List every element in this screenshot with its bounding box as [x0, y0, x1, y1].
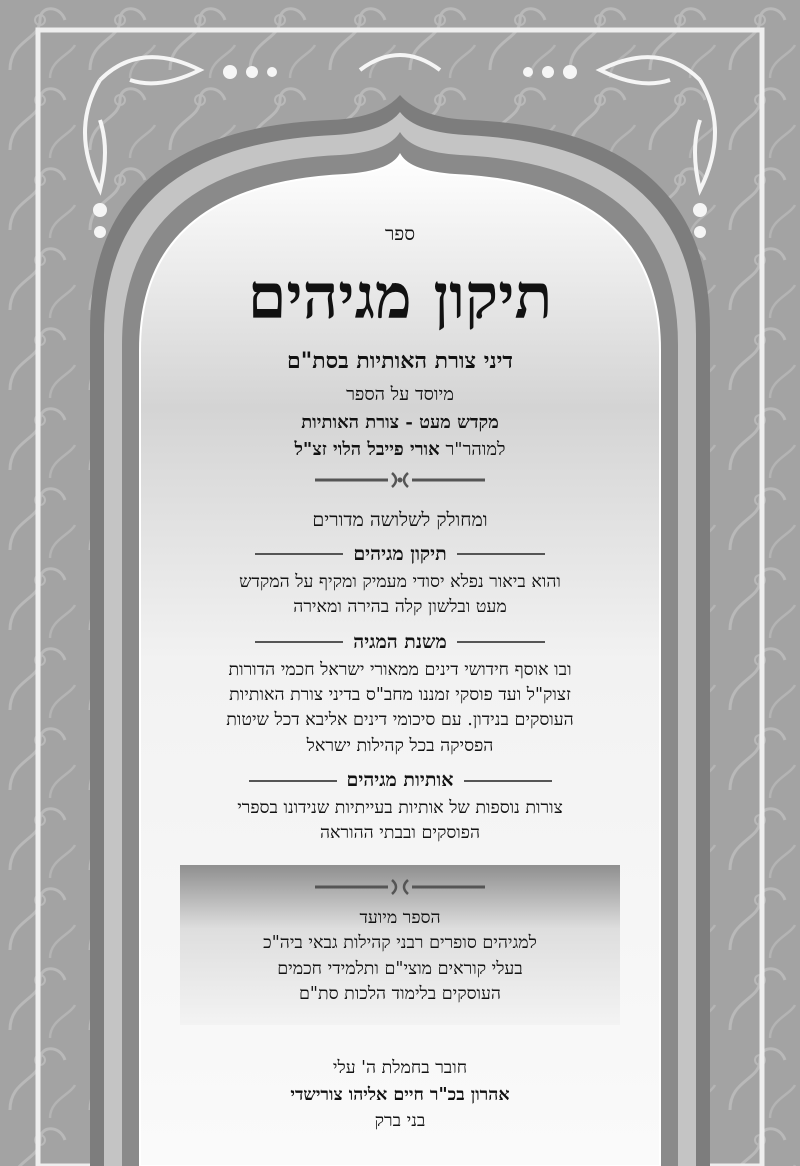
body-line: מעט ובלשון קלה בהירה ומאירה [293, 597, 507, 618]
heading-rule [255, 641, 343, 643]
author-block [150, 1055, 650, 1134]
author-name: אורי פייבל הלוי זצ"ל [294, 438, 440, 460]
ornament-divider [310, 469, 490, 491]
based-on-author [150, 439, 650, 462]
body-line: זצוק"ל ועד פוסקי זמננו מחב"ס בדיני צורת האותיות [229, 684, 571, 705]
sefer-label: ספר [384, 223, 416, 245]
heading-rule [457, 641, 545, 643]
body-line: צורות נוספות של אותיות בעייתיות שנידונו בספרי [237, 798, 563, 819]
book-title: תיקון מגיהים [247, 259, 553, 333]
body-line: והוא ביאור נפלא יסודי מעמיק ומקיף על המקדש [239, 571, 561, 592]
heading-rule [255, 553, 343, 555]
audience-line: למגיהים סופרים רבני קהילות גבאי ביה"כ [263, 933, 537, 954]
body-line: העוסקים בנידון. עם סיכומי דינים אליבא דכל שיטות [226, 710, 574, 731]
section-body [150, 570, 650, 621]
author-honorific: למוהר"ר [445, 438, 506, 460]
audience-box [180, 865, 620, 1026]
ornament-divider [310, 876, 490, 898]
section-heading [150, 769, 650, 792]
based-on-label: מיוסד על הספר [346, 383, 454, 405]
heading-rule [249, 780, 337, 782]
composed-label: חובר בחמלת ה' עלי [332, 1058, 468, 1079]
divided-intro: ומחולק לשלושה מדורים [312, 509, 488, 532]
title-page-text [150, 215, 650, 1155]
book-subtitle: דיני צורת האותיות בסת"ם [287, 348, 513, 375]
body-line: ובו אוסף חידושי דינים ממאורי ישראל חכמי הדורות [228, 659, 572, 680]
heading-rule [464, 780, 552, 782]
body-line: הפוסקים ובבתי ההוראה [319, 823, 481, 844]
section-title: אותיות מגיהים [346, 769, 454, 792]
heading-rule [457, 553, 545, 555]
author: אהרון בכ"ר חיים אליהו צורישדי [290, 1084, 510, 1105]
audience-line: בעלי קוראים מוצי"ם ותלמידי חכמים [277, 958, 523, 979]
section-heading [150, 543, 650, 566]
audience-line: העוסקים בלימוד הלכות סת"ם [299, 983, 501, 1004]
section-body [150, 796, 650, 847]
audience-line: הספר מיועד [359, 907, 441, 928]
section-heading [150, 631, 650, 654]
based-on-book: מקדש מעט - צורת האותיות [301, 412, 499, 434]
section-title: משנת המגיה [353, 630, 447, 653]
section-title: תיקון מגיהים [353, 542, 447, 565]
body-line: הפסיקה בכל קהילות ישראל [306, 735, 494, 756]
place: בני ברק [374, 1110, 426, 1131]
section-body [150, 658, 650, 760]
audience-text [190, 906, 610, 1008]
